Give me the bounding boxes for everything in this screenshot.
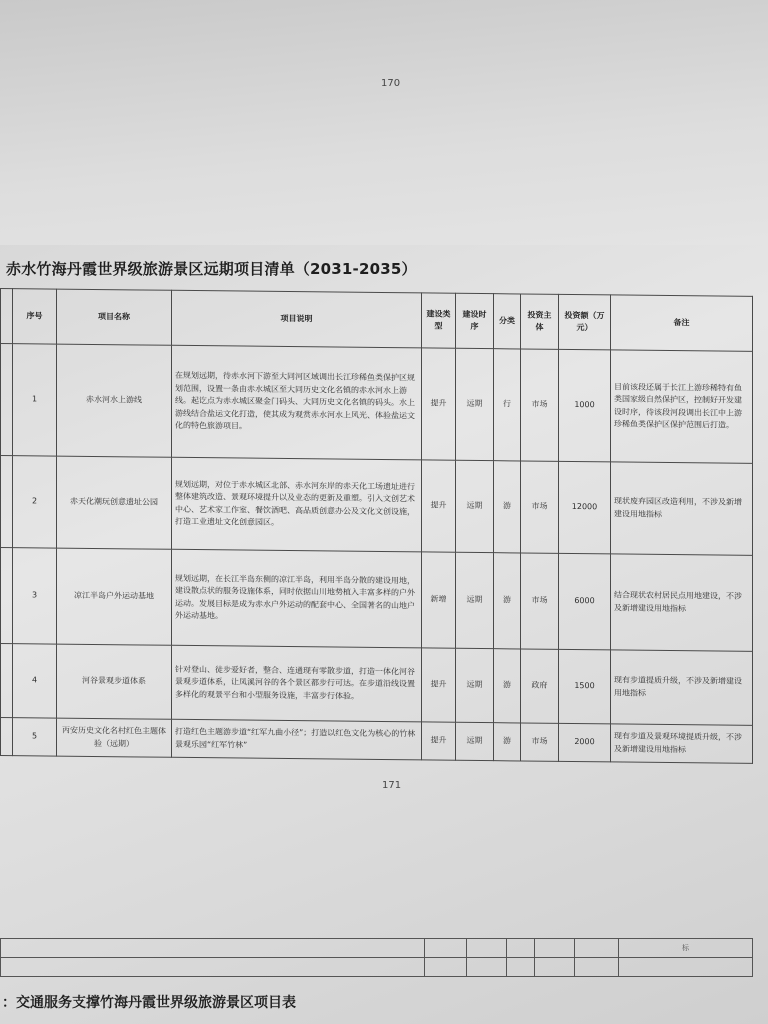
- header-category: 分类: [494, 294, 521, 349]
- cell-note: 现有步道及景观环境提质升级，不涉及新增建设用地指标: [611, 724, 753, 763]
- row-edge: [1, 344, 13, 456]
- project-table: [0, 288, 753, 764]
- cell-seq: 4: [13, 644, 57, 718]
- table-header-row: [1, 289, 753, 352]
- header-name: 项目名称: [57, 289, 172, 345]
- table-row: [1, 644, 753, 726]
- cell-desc: 打造红色主题游步道“红军九曲小径”；打造以红色文化为核心的竹林景观乐园“红军竹林”: [172, 719, 422, 760]
- cell-timing: 远期: [456, 348, 494, 460]
- cell-type: 提升: [422, 648, 456, 722]
- cell-name: 丙安历史文化名村红色主题体验（远期）: [57, 718, 172, 757]
- cell-category: 游: [494, 649, 521, 723]
- cell-seq: 1: [13, 344, 57, 456]
- cell-type: 提升: [422, 722, 456, 760]
- cell-desc: 在规划远期，待赤水河下游至大同河区域调出长江珍稀鱼类保护区规划范围，设置一条由赤水城区至大同历史文化名镇的赤水河水上游线。起讫点为赤水城区聚金门码头、大同历史文化名镇的码头。水上游线结合盐运文化打造，使其成为观赏赤水河水上风光、体验盐运文化的特色旅游项目。: [172, 345, 422, 460]
- cell-investor: 市场: [521, 349, 559, 461]
- row-edge: [1, 456, 13, 548]
- cell-timing: 远期: [456, 552, 494, 648]
- cell-amount: 2000: [559, 723, 611, 762]
- cell-note: 现有步道提质升级，不涉及新增建设用地指标: [611, 650, 753, 725]
- cell-seq: 3: [13, 548, 57, 644]
- header-timing: 建设时序: [456, 293, 494, 348]
- header-investor: 投资主体: [521, 294, 559, 349]
- previous-page-area: [0, 0, 768, 245]
- cell-name: 河谷景观步道体系: [57, 644, 172, 719]
- cell-type: 提升: [422, 348, 456, 460]
- cell-desc: 规划远期，对位于赤水城区北部、赤水河东岸的赤天化工场遗址进行整体建筑改造、景观环境提升以及业态的更新及重塑。引入文创艺术中心、艺术家工作室、餐饮酒吧、高品质创意办公及文化文创设施，打造工业遗址文化创意园区。: [172, 457, 422, 552]
- cell-seq: 2: [13, 456, 57, 548]
- project-table-container: [0, 288, 768, 768]
- cell-desc: 针对登山、徒步爱好者，整合、连通现有零散步道，打造一体化河谷景观步道体系，让凤溪河谷的各个景区都步行可达。在步道沿线设置多样化的观景平台和小型服务设施，丰富步行体验。: [172, 645, 422, 722]
- header-type: 建设类型: [422, 293, 456, 348]
- cell-name: 赤水河水上游线: [57, 344, 172, 457]
- header-seq: 序号: [13, 289, 57, 344]
- cell-note: 结合现状农村居民点用地建设，不涉及新增建设用地指标: [611, 554, 753, 651]
- row-edge: [1, 644, 13, 718]
- next-page-table: [0, 938, 753, 977]
- row-edge: [1, 548, 13, 644]
- header-amount: 投资额（万元）: [559, 294, 611, 350]
- cell-amount: 1000: [559, 349, 611, 462]
- page-number-top: 170: [381, 78, 401, 89]
- table-row: [1, 718, 753, 764]
- cell-seq: 5: [13, 718, 57, 756]
- header-edge: [1, 289, 13, 344]
- cell-amount: 12000: [559, 461, 611, 554]
- cell-name: 赤天化潮玩创意遗址公园: [57, 456, 172, 549]
- next-section-title: ：交通服务支撑竹海丹霞世界级旅游景区项目表: [2, 995, 296, 1011]
- cell-timing: 远期: [456, 722, 494, 760]
- header-note: 备注: [611, 295, 753, 351]
- table-row: [1, 344, 753, 464]
- cell-investor: 市场: [521, 723, 559, 761]
- cell-timing: 远期: [456, 648, 494, 722]
- cell-amount: 1500: [559, 649, 611, 724]
- cell-note: 现状废弃园区改造利用，不涉及新增建设用地指标: [611, 462, 753, 555]
- cell-category: 行: [494, 349, 521, 461]
- table-row: [1, 548, 753, 652]
- row-edge: [1, 718, 13, 756]
- cell-name: 凉江半岛户外运动基地: [57, 548, 172, 645]
- next-page-table-edge: [0, 938, 752, 978]
- cell-note: 目前该段还属于长江上游珍稀特有鱼类国家级自然保护区，控制好开发建设时序，待该段河段调出长江中上游珍稀鱼类保护区保护范围后打造。: [611, 350, 753, 463]
- header-desc: 项目说明: [172, 290, 422, 348]
- cell-type: 新增: [422, 552, 456, 648]
- cell-investor: 政府: [521, 649, 559, 723]
- document-title: 赤水竹海丹霞世界级旅游景区远期项目清单（2031-2035）: [6, 260, 417, 278]
- cell-category: 游: [494, 553, 521, 649]
- table-row: [1, 456, 753, 556]
- cell-type: 提升: [422, 460, 456, 552]
- cell-investor: 市场: [521, 461, 559, 553]
- cell-amount: 6000: [559, 553, 611, 650]
- cell-timing: 远期: [456, 460, 494, 552]
- cell-category: 游: [494, 461, 521, 553]
- cell-category: 游: [494, 723, 521, 761]
- cell-investor: 市场: [521, 553, 559, 649]
- next-page-note: 标: [619, 939, 753, 958]
- cell-desc: 规划远期，在长江半岛东侧的凉江半岛，利用半岛分散的建设用地，建设散点状的服务设施体系，同时依据山川地势植入丰富多样的户外运动。发展目标是成为赤水户外运动的配套中心、全国著名的山地户外运动基地。: [172, 549, 422, 648]
- page-number-bottom: 171: [382, 780, 402, 791]
